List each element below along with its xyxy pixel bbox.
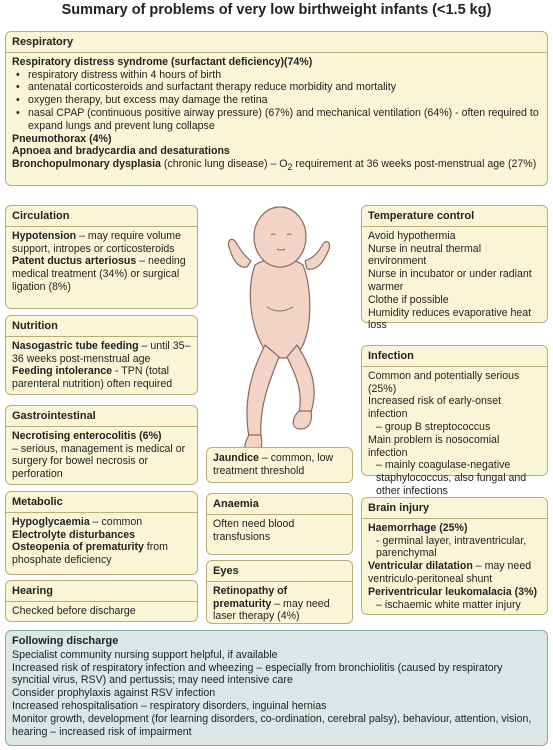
nutrition-box [5,315,198,395]
discharge-line: Increased risk of respiratory infection and wheezing – especially from bronchiolitis (caused by respiratory syncitial virus, RSV) and pertussis; may need intensive care [12,661,503,687]
pda-text: – needing medical treatment (34%) or surgical ligation (8%) [12,255,186,293]
list-item: • oxygen therapy, but excess may damage the retina [28,94,541,107]
ng-line [12,340,191,366]
pneumothorax-label: Pneumothorax (4%) [12,132,112,145]
list-item: • nasal CPAP (continuous positive airway pressure) (67%) and mechanical ventilation (64%) - often required to expand lungs and prevent lung collapse [28,107,541,133]
haemorrhage-text: - germinal layer, intraventricular, parenchymal [376,534,527,560]
hearing-box [5,580,198,622]
temperature-box [361,205,548,332]
pvl-label: Periventricular leukomalacia (3%) [368,585,537,598]
discharge-heading: Following discharge [12,635,119,647]
infection-heading: Infection [362,346,547,367]
bpd-text: (chronic lung disease) – O [160,158,288,171]
temperature-line: Avoid hypothermia [368,229,456,242]
anaemia-text: Often need blood transfusions [213,517,295,543]
infection-box [361,345,548,497]
hypotension-text: – may require volume support, intropes or corticosteroids [12,229,181,255]
anaemia-heading: Anaemia [207,494,352,515]
fi-label: Feeding intolerance [12,365,113,378]
apnoea-label: Apnoea and bradycardia and desaturations [12,145,230,158]
nutrition-heading: Nutrition [6,316,197,337]
haemorrhage-label: Haemorrhage (25%) [368,521,468,534]
circulation-heading: Circulation [6,206,197,227]
anaemia-box [206,493,353,555]
jaundice-label: Jaundice [213,452,259,464]
osteopenia-text: from phosphate deficiency [12,541,168,567]
hearing-text: Checked before discharge [12,604,136,617]
vd-label: Ventricular dilatation [368,560,473,573]
discharge-line: Monitor growth, development (for learning disorders, co-ordination, cerebral palsy), behaviour, attention, vision, hearing – increased risk of impairment [12,712,532,738]
ng-label: Nasogastric tube feeding [12,339,139,352]
infection-line: – group B streptococcus [376,420,491,433]
jaundice-box [206,447,353,483]
discharge-line: Consider prophylaxis against RSV infection [12,687,216,700]
infection-line: Main problem is nosocomial infection [368,433,500,459]
pda-label: Patent ductus arteriosus [12,255,137,268]
hearing-heading: Hearing [6,581,197,602]
respiratory-heading: Respiratory [6,32,547,53]
vd-line [368,560,541,586]
discharge-line: Specialist community nursing support helpful, if available [12,648,278,661]
bpd-text-end: requirement at 36 weeks post-menstrual age (27%) [292,158,537,171]
page-title: Summary of problems of very low birthweight infants (<1.5 kg) [61,2,492,18]
nec-text: – serious, management is medical or surgery for bowel necrosis or perforation [12,442,186,481]
hypoglycaemia-line [12,516,191,529]
list-item: • respiratory distress within 4 hours of birth [28,69,541,82]
vd-text: – may need ventriculo-peritoneal shunt [368,560,532,585]
pda-line [12,255,191,293]
gastrointestinal-heading: Gastrointestinal [6,406,197,427]
fi-text: - TPN (total parenteral nutrition) often required [12,365,173,391]
respiratory-box [5,31,548,186]
bpd-label: Bronchopulmonary dysplasia [12,158,161,171]
brain-injury-box [361,497,548,615]
osteopenia-line [12,541,191,567]
pvl-text: – ischaemic white matter injury [376,598,521,611]
jaundice-line [207,448,352,481]
hypoglycaemia-text: – common [89,515,143,528]
gastrointestinal-box [5,405,198,485]
eyes-heading: Eyes [207,561,352,582]
brain-injury-heading: Brain injury [362,498,547,519]
metabolic-box [5,491,198,575]
fi-line [12,365,191,391]
rds-bullet-list [12,69,541,133]
hypotension-label: Hypotension [12,229,77,242]
rop-label: Retinopathy of prematurity [213,584,288,610]
temperature-line: Humidity reduces evaporative heat loss [368,306,532,332]
temperature-line: Clothe if possible [368,293,449,306]
hypoglycaemia-label: Hypoglycaemia [12,515,90,528]
jaundice-text: – common, low treatment threshold [213,452,334,477]
infection-line: Common and potentially serious (25%) [368,369,520,395]
ng-text: – until 35–36 weeks post-menstrual age [12,339,191,365]
nec-label: Necrotising enterocolitis (6%) [12,429,162,442]
discharge-line: Increased rehospitalisation – respiratory disorders, inguinal hernias [12,699,327,712]
bpd-line [12,158,541,174]
hypotension-line [12,230,191,256]
eyes-box [206,560,353,624]
infection-line: Increased risk of early-onset infection [368,395,502,421]
temperature-line: Nurse in incubator or under radiant warmer [368,268,532,293]
osteopenia-label: Osteopenia of prematurity [12,541,144,554]
rds-label: Respiratory distress syndrome (surfactant deficiency)(74%) [12,55,313,68]
bpd-subscript: 2 [287,162,293,173]
electrolyte-label: Electrolyte disturbances [12,528,136,541]
discharge-box [5,630,548,746]
circulation-box [5,205,198,309]
list-item: • antenatal corticosteroids and surfactant therapy reduce morbidity and mortality [28,81,541,94]
infection-line: – mainly coagulase-negative staphylococcus, also fungal and other infections [376,459,527,497]
rop-line [207,582,352,626]
premature-infant-illustration [207,197,352,465]
temperature-heading: Temperature control [362,206,547,227]
temperature-line: Nurse in neutral thermal environment [368,242,482,268]
metabolic-heading: Metabolic [6,492,197,513]
rop-text: – may need laser therapy (4%) [213,597,330,623]
